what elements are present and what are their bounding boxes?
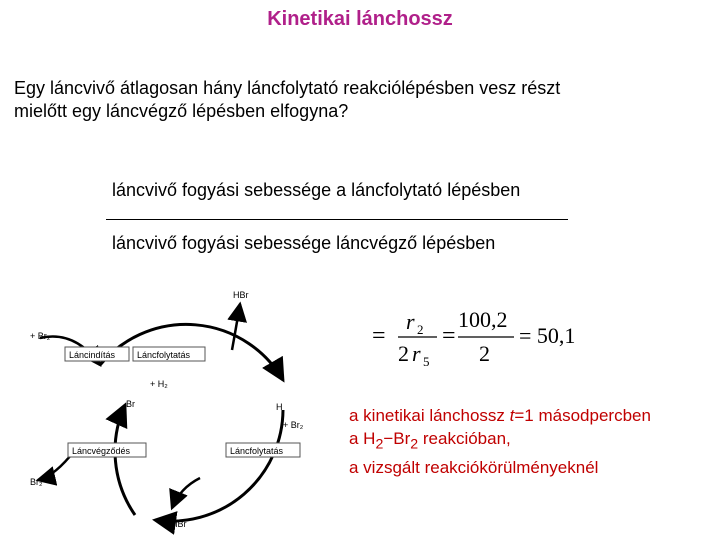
- chain-length-note: [349, 404, 651, 479]
- top-product-label: HBr: [233, 290, 249, 300]
- fraction-numerator: láncvivő fogyási sebessége a láncfolytató lépésben: [112, 180, 521, 200]
- equation-den-coef: 2: [398, 341, 409, 366]
- note-line-2-text-a: a H: [349, 429, 376, 448]
- equation-value-num: 100,2: [458, 307, 508, 332]
- cycle-arc-left: [115, 405, 135, 515]
- note-line-2-text-b: −Br: [383, 429, 411, 448]
- note-line-3: a vizsgált reakciókörülményeknél: [349, 458, 599, 478]
- box-propagation-1-label: Láncfolytatás: [137, 350, 191, 360]
- equation-num-sub: 2: [417, 322, 424, 337]
- radical-h-label: H: [276, 402, 283, 412]
- hbr-out-arrow-bottom: [172, 478, 200, 508]
- fraction-bar: [106, 219, 568, 220]
- radical-br-label: Br: [126, 399, 135, 409]
- fraction-denominator: láncvivő fogyási sebessége láncvégző lépésben: [112, 233, 496, 253]
- plus-br2-label: + Br₂: [283, 420, 304, 430]
- question-text: [14, 77, 704, 123]
- equation-result: = 50,1: [519, 323, 576, 348]
- note-line-1-t: t: [509, 406, 515, 425]
- note-line-1: [349, 404, 651, 427]
- note-line-2-sub-2: 2: [410, 436, 419, 453]
- bottom-product-label: HBr: [171, 519, 187, 529]
- equation-equals-2: =: [442, 323, 456, 349]
- plus-h2-label: + H₂: [150, 379, 168, 389]
- br2-in-label: + Br₂: [30, 331, 51, 341]
- box-propagation-2-label: Láncfolytatás: [230, 446, 284, 456]
- note-line-2-sub-1: 2: [375, 436, 384, 453]
- equation-equals-1: =: [372, 323, 386, 349]
- chain-length-equation: [372, 300, 602, 370]
- chain-reaction-diagram: [0, 280, 340, 540]
- box-initiation-label: Láncindítás: [69, 350, 116, 360]
- note-line-2-text-c: reakcióban,: [418, 429, 511, 448]
- page-title: Kinetikai lánchossz: [267, 8, 453, 30]
- box-termination-label: Láncvégződés: [72, 446, 131, 456]
- equation-value-den: 2: [479, 341, 490, 366]
- br2-out-label: Br₂: [30, 477, 43, 487]
- hbr-out-arrow-top: [232, 304, 240, 350]
- note-line-2: [349, 427, 651, 456]
- equation-num-r: r: [406, 309, 415, 334]
- note-line-1-text-b: =1 másodpercben: [514, 406, 651, 425]
- question-line-2: mielőtt egy láncvégző lépésben elfogyna?: [14, 101, 349, 121]
- equation-den-r: r: [412, 341, 421, 366]
- equation-den-sub: 5: [423, 354, 430, 369]
- note-line-1-text-a: a kinetikai lánchossz: [349, 406, 510, 425]
- question-line-1: Egy láncvivő átlagosan hány láncfolytató reakciólépésben vesz részt: [14, 78, 561, 98]
